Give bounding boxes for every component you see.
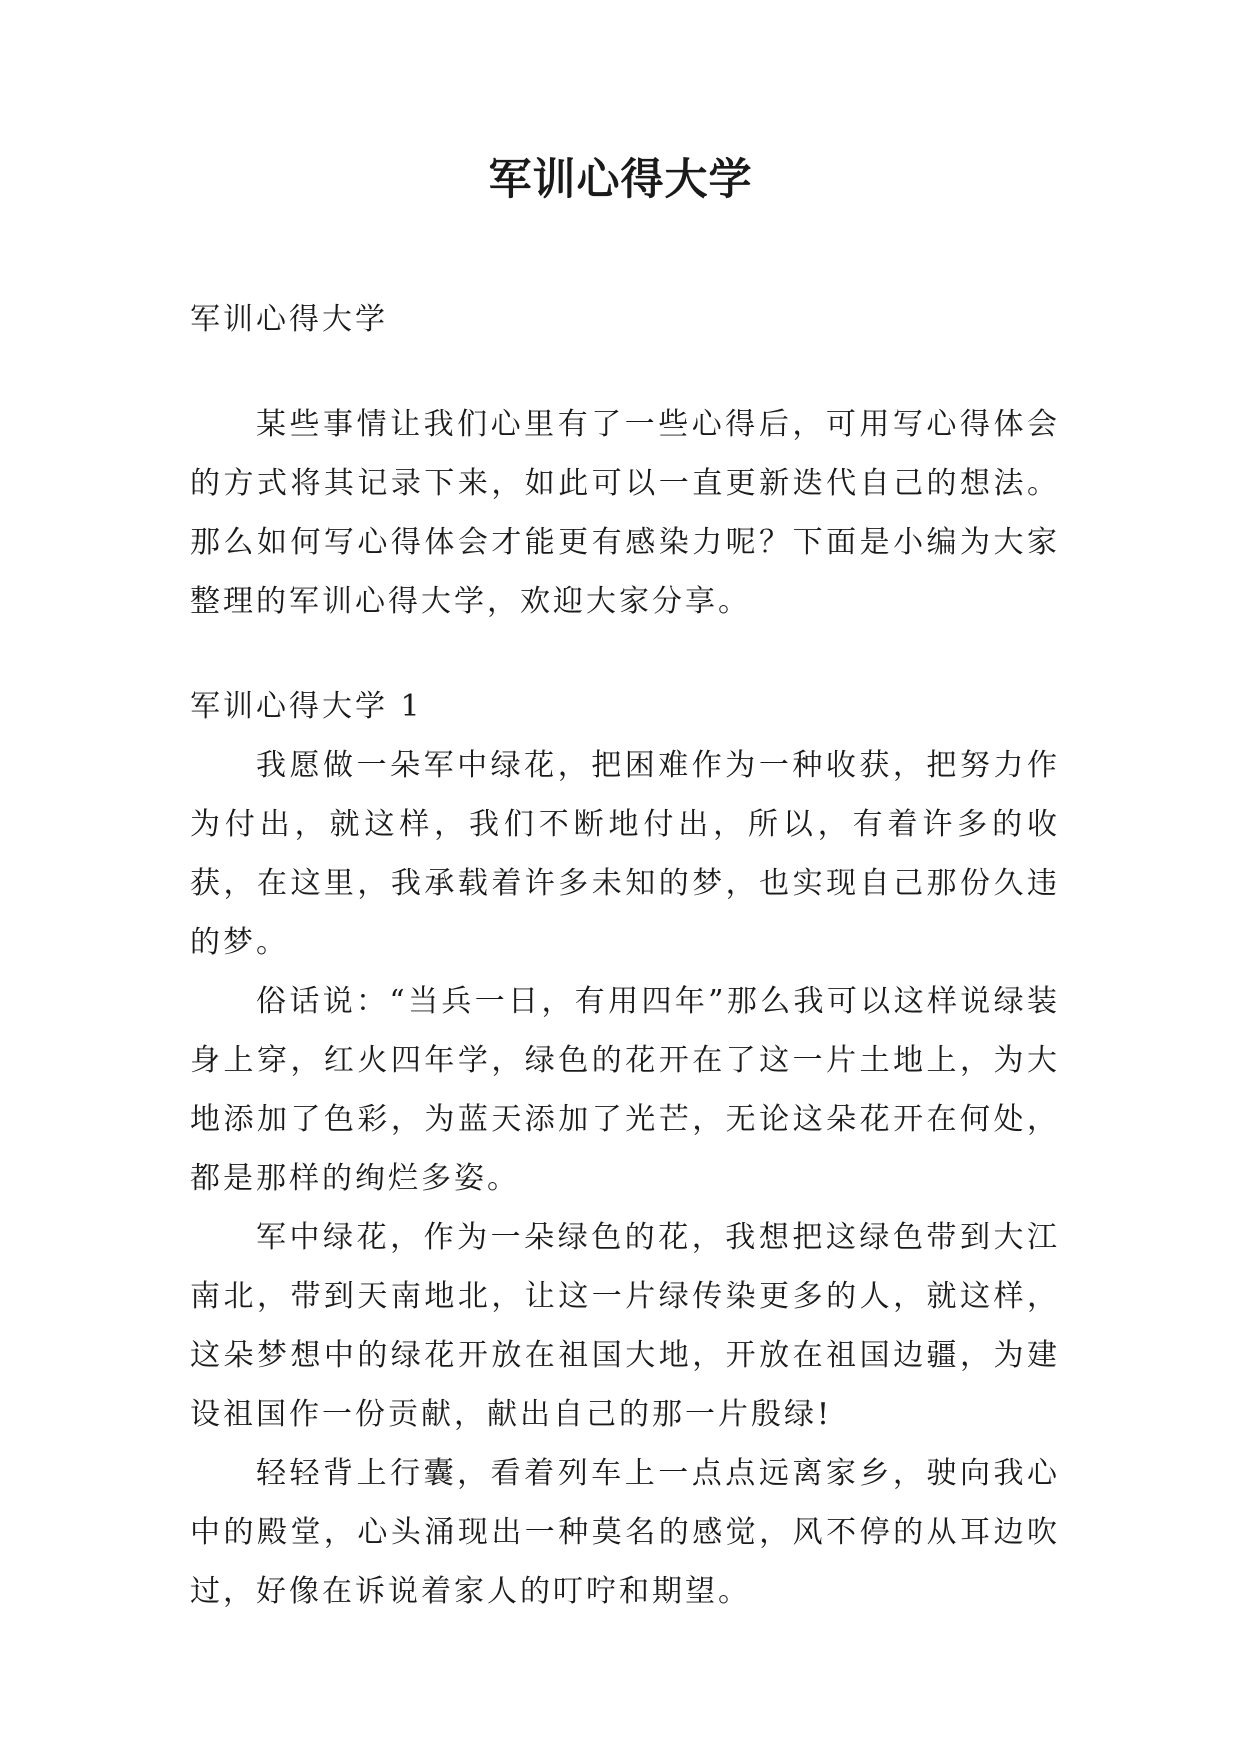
- document-body: [190, 290, 1060, 1621]
- intro-paragraph: 某些事情让我们心里有了一些心得后，可用写心得体会的方式将其记录下来，如此可以一直更新迭代自己的想法。那么如何写心得体会才能更有感染力呢？下面是小编为大家整理的军训心得大学，欢迎大家分享。: [190, 407, 1060, 619]
- document-subtitle: 军训心得大学: [190, 302, 388, 337]
- body-paragraph: 轻轻背上行囊，看着列车上一点点远离家乡，驶向我心中的殿堂，心头涌现出一种莫名的感觉，风不停的从耳边吹过，好像在诉说着家人的叮咛和期望。: [190, 1456, 1060, 1609]
- body-paragraph: 俗话说：“当兵一日，有用四年”那么我可以这样说绿装身上穿，红火四年学，绿色的花开在了这一片土地上，为大地添加了色彩，为蓝天添加了光芒，无论这朵花开在何处，都是那样的绚烂多姿。: [190, 984, 1060, 1196]
- body-paragraph: 军中绿花，作为一朵绿色的花，我想把这绿色带到大江南北，带到天南地北，让这一片绿传染更多的人，就这样，这朵梦想中的绿花开放在祖国大地，开放在祖国边疆，为建设祖国作一份贡献，献出自己的那一片殷绿!: [190, 1220, 1060, 1432]
- body-paragraph: 我愿做一朵军中绿花，把困难作为一种收获，把努力作为付出，就这样，我们不断地付出，所以，有着许多的收获，在这里，我承载着许多未知的梦，也实现自己那份久违的梦。: [190, 748, 1060, 960]
- document-title: 军训心得大学: [488, 155, 753, 205]
- section-heading: 军训心得大学 1: [190, 689, 423, 724]
